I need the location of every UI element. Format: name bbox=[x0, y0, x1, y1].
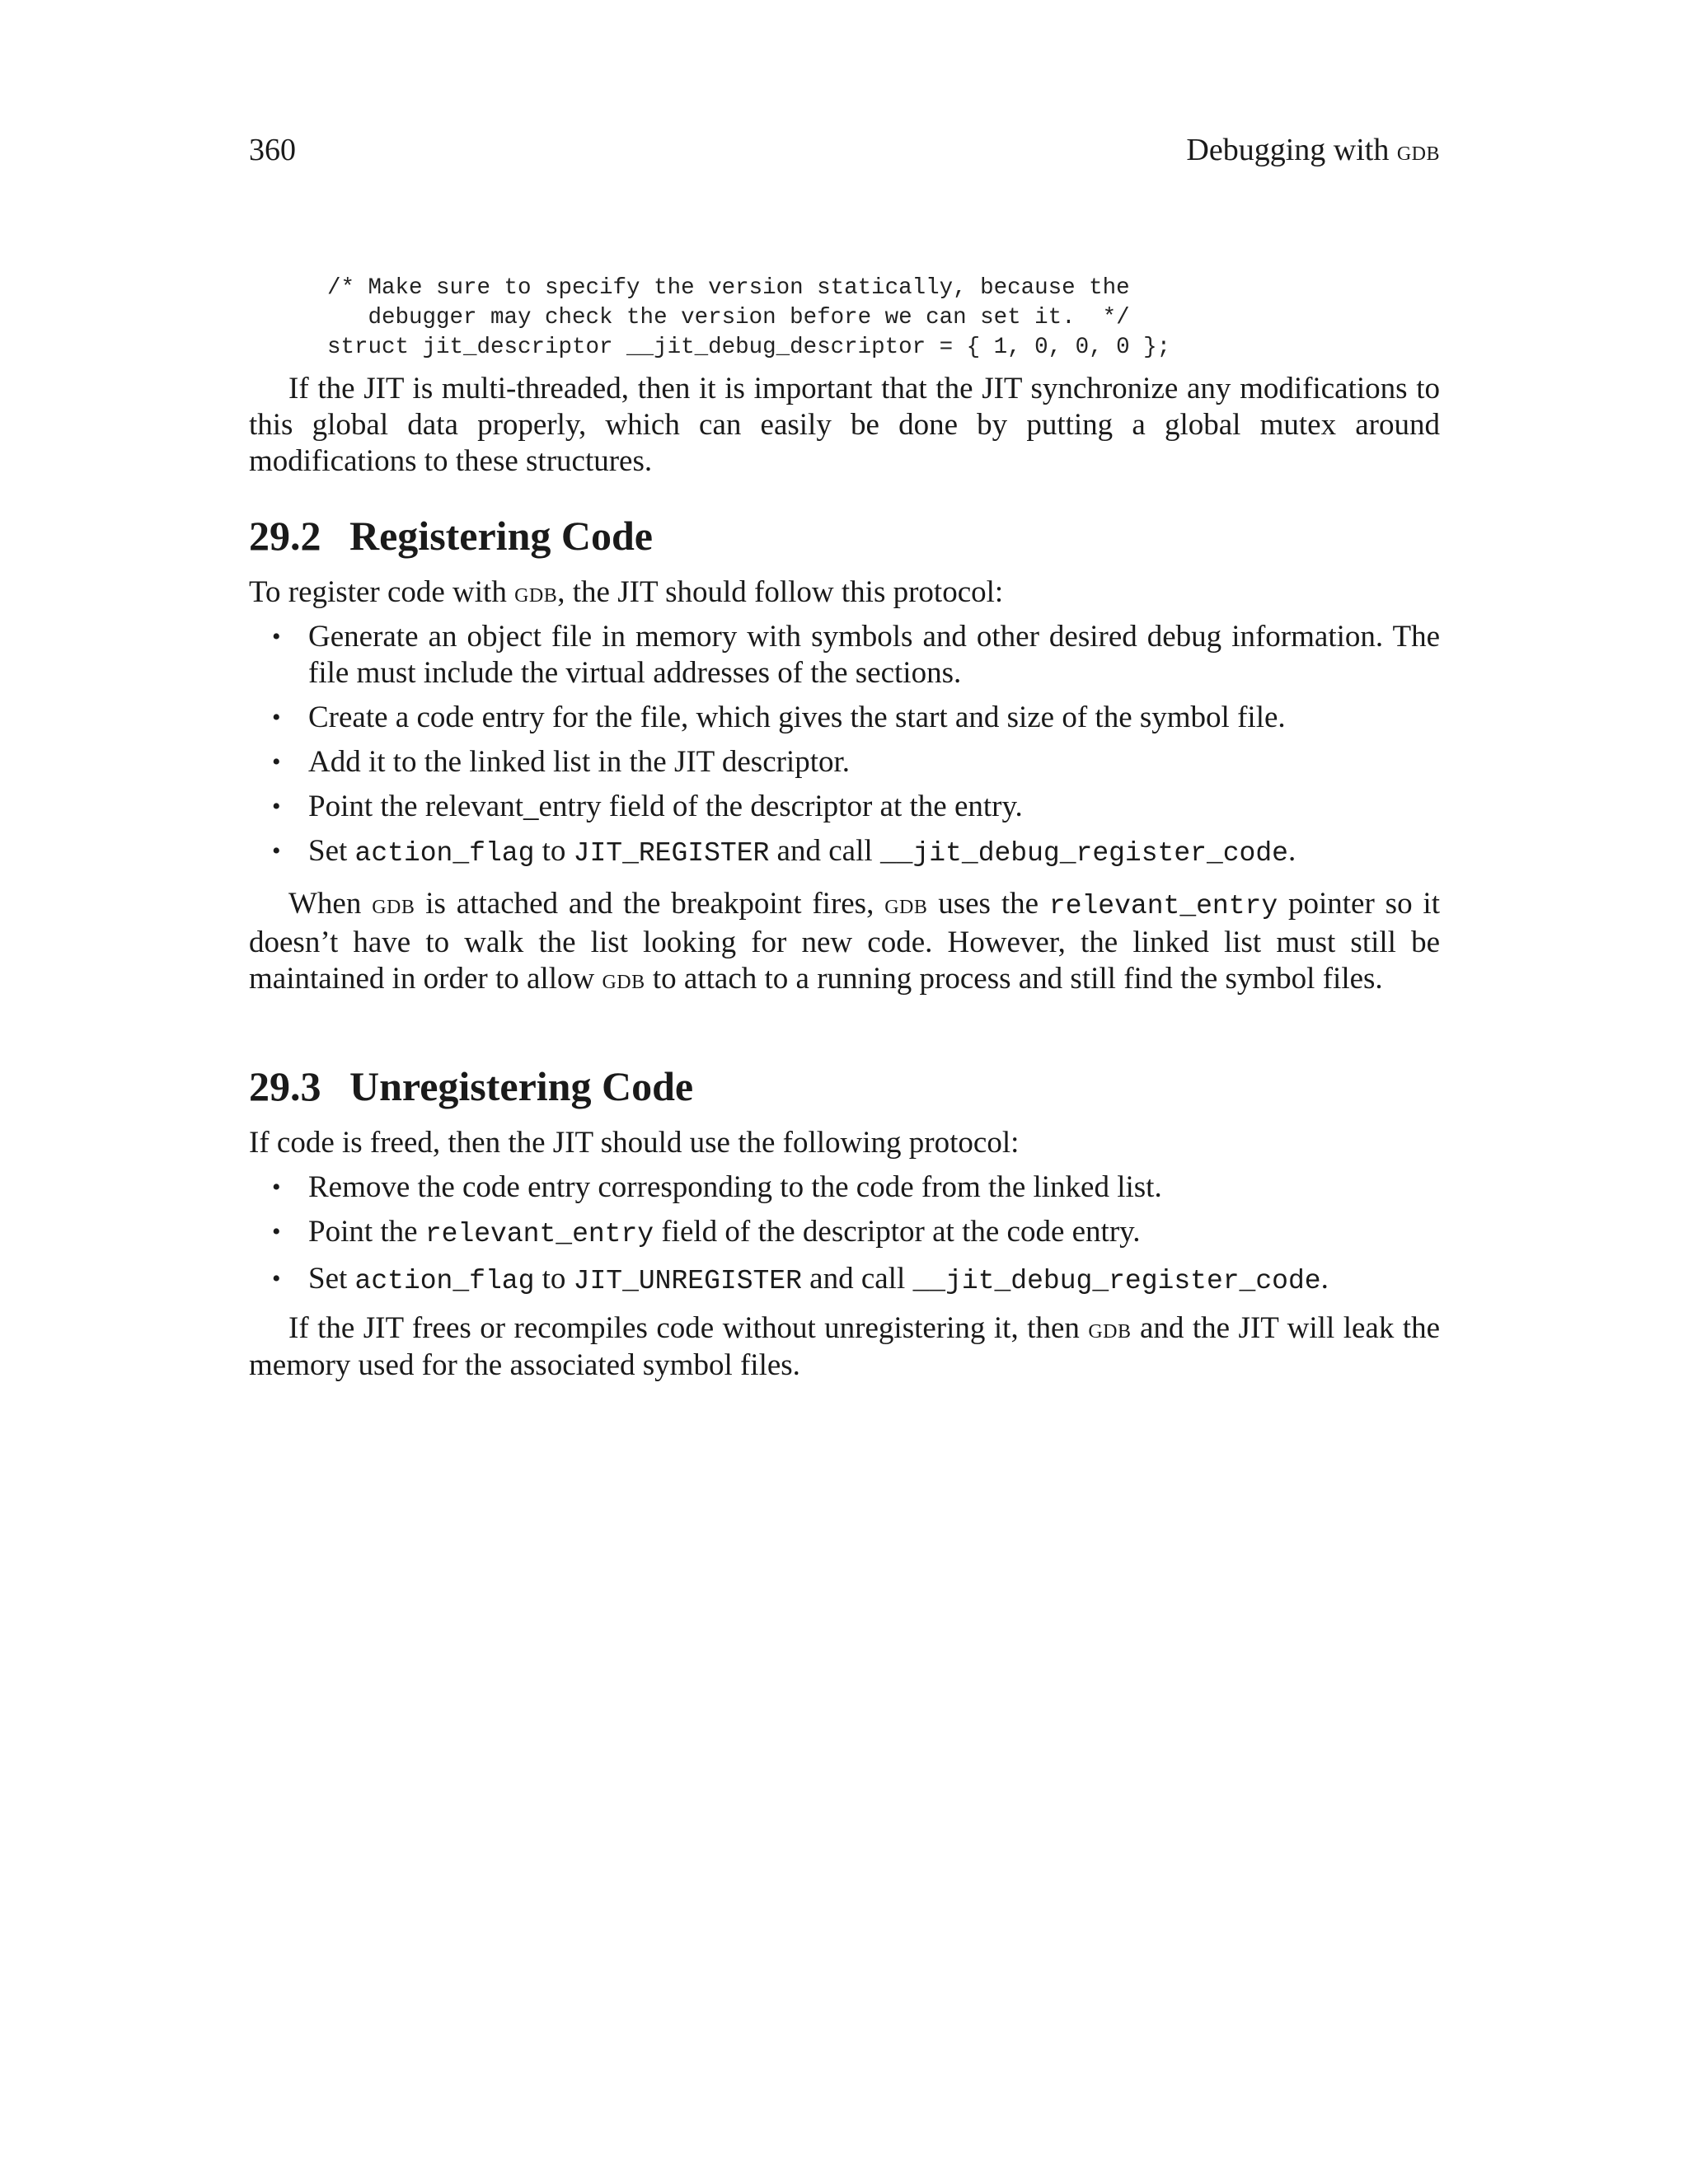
text-span: to bbox=[534, 1262, 574, 1296]
section-heading-registering bbox=[249, 511, 653, 560]
gdb-smallcaps: gdb bbox=[1088, 1314, 1132, 1344]
code-span: JIT_UNREGISTER bbox=[573, 1266, 802, 1296]
code-span: __jit_debug_register_code bbox=[879, 838, 1288, 869]
text-span: and call bbox=[801, 1262, 913, 1296]
text-span: If the JIT frees or recompiles code without unregistering it, then bbox=[288, 1311, 1089, 1345]
paragraph-register-intro bbox=[249, 574, 1440, 612]
text-span: . bbox=[1287, 834, 1296, 868]
bullet-icon: • bbox=[272, 704, 281, 731]
paragraph-unregister-intro: If code is freed, then the JIT should use the following protocol: bbox=[249, 1126, 1020, 1160]
bullet-icon: • bbox=[272, 1174, 281, 1201]
section-number: 29.2 bbox=[249, 513, 321, 559]
text-span: When bbox=[288, 887, 373, 921]
bullet-icon: • bbox=[272, 793, 281, 820]
text-span: Set bbox=[308, 1262, 355, 1296]
code-span: __jit_debug_register_code bbox=[912, 1266, 1321, 1296]
section-heading-unregistering bbox=[249, 1062, 693, 1111]
text-span: Set bbox=[308, 834, 355, 868]
bullet-icon: • bbox=[272, 623, 281, 650]
register-bullet-list bbox=[249, 619, 1440, 880]
section-title: Registering Code bbox=[349, 513, 653, 559]
list-item bbox=[249, 700, 1440, 736]
text-span: To register code with bbox=[249, 575, 515, 609]
running-header bbox=[249, 132, 1440, 168]
gdb-smallcaps: gdb bbox=[884, 889, 928, 920]
list-item-text: Point the relevant_entry field of the descriptor at the entry. bbox=[308, 790, 1023, 823]
paragraph-register-explanation bbox=[249, 886, 1440, 998]
bullet-icon: • bbox=[272, 1265, 281, 1292]
text-span: uses the bbox=[927, 887, 1049, 921]
code-span: action_flag bbox=[354, 1266, 535, 1296]
code-span: relevant_entry bbox=[1048, 891, 1278, 921]
text-span: pointer so it doesn’t have to walk the list looking for new code. However, the linked list must still be maintained in order to allow bbox=[249, 887, 1440, 996]
bullet-icon: • bbox=[272, 837, 281, 865]
code-span: relevant_entry bbox=[424, 1219, 654, 1249]
section-number: 29.3 bbox=[249, 1063, 321, 1109]
running-title bbox=[1186, 132, 1440, 169]
text-span: . bbox=[1320, 1262, 1329, 1296]
bullet-icon: • bbox=[272, 748, 281, 776]
section-title: Unregistering Code bbox=[349, 1063, 694, 1109]
code-span: action_flag bbox=[354, 838, 535, 869]
text-span: is attached and the breakpoint fires, bbox=[415, 887, 885, 921]
list-item-text: Remove the code entry corresponding to the code from the linked list. bbox=[308, 1170, 1162, 1204]
text-span: , the JIT should follow this protocol: bbox=[557, 575, 1004, 609]
bullet-icon: • bbox=[272, 1218, 281, 1245]
code-block: /* Make sure to specify the version statically, because the debugger may check the version before we can set it. */ struct jit_descriptor __jit_debug_descriptor = { 1, 0, 0, 0 }; bbox=[327, 275, 1171, 360]
text-span: Point the bbox=[308, 1215, 425, 1249]
text-span: field of the descriptor at the code entry. bbox=[654, 1215, 1141, 1249]
text-span: and call bbox=[769, 834, 880, 868]
list-item bbox=[249, 619, 1440, 691]
code-span: JIT_REGISTER bbox=[573, 838, 770, 869]
list-item-text: Add it to the linked list in the JIT descriptor. bbox=[308, 745, 851, 779]
gdb-smallcaps: gdb bbox=[372, 889, 415, 920]
text-span: to bbox=[534, 834, 574, 868]
list-item bbox=[249, 1214, 1440, 1253]
list-item-text: Generate an object file in memory with symbols and other desired debug information. The file must include the virtual addresses of the sections. bbox=[308, 620, 1440, 690]
gdb-smallcaps: gdb bbox=[514, 578, 558, 608]
gdb-smallcaps: gdb bbox=[602, 964, 645, 995]
unregister-bullet-list bbox=[249, 1169, 1440, 1308]
list-item bbox=[249, 1261, 1440, 1300]
list-item bbox=[249, 744, 1440, 780]
page-number: 360 bbox=[249, 133, 296, 167]
running-title-gdb: gdb bbox=[1396, 134, 1440, 166]
paragraph-multithread: If the JIT is multi-threaded, then it is important that the JIT synchronize any modifications to this global data properly, which can easily be done by putting a global mutex around modifications to these structures. bbox=[249, 372, 1440, 478]
text-span: and the JIT will leak the memory used for the associated symbol files. bbox=[249, 1311, 1440, 1382]
paragraph-memory-leak bbox=[249, 1310, 1440, 1384]
list-item bbox=[249, 833, 1440, 872]
list-item bbox=[249, 789, 1440, 825]
list-item bbox=[249, 1169, 1440, 1206]
text-span: to attach to a running process and still find the symbol files. bbox=[645, 962, 1383, 996]
list-item-text: Create a code entry for the file, which gives the start and size of the symbol file. bbox=[308, 701, 1286, 734]
running-title-text: Debugging with bbox=[1186, 133, 1397, 167]
